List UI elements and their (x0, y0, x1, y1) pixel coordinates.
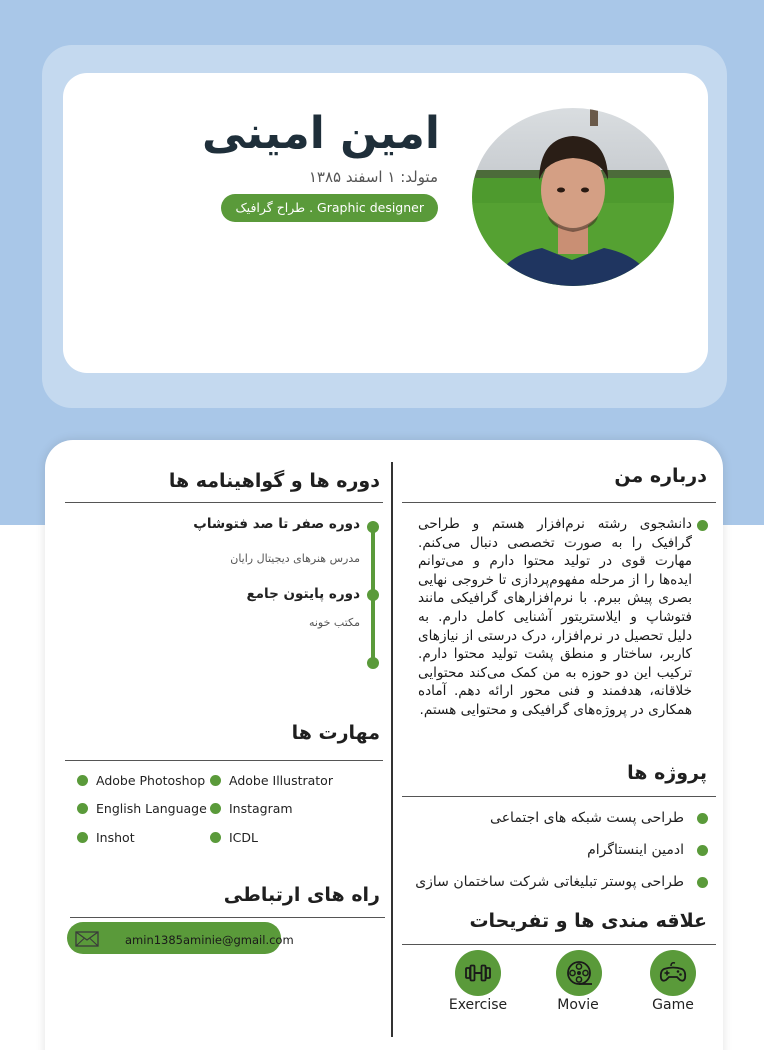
course-org: مکتب خونه (308, 616, 360, 629)
projects-divider (402, 796, 716, 797)
skill-label: ICDL (229, 830, 259, 845)
skill-label: Inshot (96, 830, 135, 845)
about-divider (402, 502, 716, 503)
project-bullet (697, 845, 708, 856)
hobby-label: Movie (557, 997, 599, 1013)
timeline-dot (367, 521, 379, 533)
full-name: امین امینی (202, 108, 440, 159)
projects-title: پروژه ها (627, 762, 707, 784)
skill-label: Adobe Photoshop (96, 773, 206, 788)
mail-icon (75, 931, 99, 951)
dumbbell-icon (455, 950, 501, 996)
film-reel-icon (556, 950, 602, 996)
skill-item (77, 801, 207, 816)
gamepad-icon (650, 950, 696, 996)
hobby-label: Exercise (448, 997, 508, 1013)
about-text: دانشجوی رشته نرم‌افزار هستم و طراحی گرافیک را به صورت تخصصی دنبال می‌کنم. مهارت قوی در تولید محتوا دارم و می‌توانم ایده‌ها را از مرحله مفهوم‌پردازی تا خروجی نهایی بصری پیش ببرم. با نرم‌افزارهای گرافیکی مانند فتوشاپ و ایلاستریتور آشنایی کامل دارم. به دلیل تحصیل در نرم‌افزار، درک درستی از نیازهای کاربر، ساختار و منطق پشت تولید محتوا دارم. ترکیب این دو حوزه به من کمک می‌کند محتوایی خلاقانه، هدفمند و فنی محور ارائه دهم. آماده همکاری در پروژه‌های گرافیکی و محتوایی هستم. (418, 516, 692, 718)
profile-photo (472, 108, 674, 286)
course-title: دوره پایتون جامع (246, 586, 360, 602)
email-address[interactable]: amin1385aminie@gmail.com (125, 933, 294, 947)
skill-label: English Language (96, 801, 207, 816)
courses-divider (65, 502, 383, 503)
role-badge: طراح گرافیک . Graphic designer (221, 194, 438, 222)
timeline-dot (367, 589, 379, 601)
birth-date: متولد: ۱ اسفند ۱۳۸۵ (308, 168, 438, 186)
skill-label: Instagram (229, 801, 293, 816)
project-bullet (697, 813, 708, 824)
course-title: دوره صفر تا صد فتوشاپ (193, 516, 360, 532)
contact-divider (70, 917, 385, 918)
contact-title: راه های ارتباطی (223, 884, 380, 906)
hobby-label: Game (652, 997, 694, 1013)
skill-item (77, 830, 135, 845)
skill-item (210, 830, 258, 845)
column-divider (391, 462, 393, 1037)
skill-item (210, 773, 333, 788)
courses-title: دوره ها و گواهینامه ها (168, 470, 380, 492)
project-item: ادمین اینستاگرام (587, 842, 684, 858)
course-org: مدرس هنرهای دیجیتال رایان (230, 552, 360, 565)
project-bullet (697, 877, 708, 888)
skills-title: مهارت ها (291, 722, 380, 744)
timeline-dot (367, 657, 379, 669)
about-bullet (697, 520, 708, 531)
skills-divider (65, 760, 383, 761)
project-item: طراحی پست شبکه های اجتماعی (490, 810, 684, 826)
skill-item (77, 773, 205, 788)
skill-label: Adobe Illustrator (229, 773, 333, 788)
hobbies-divider (402, 944, 716, 945)
project-item: طراحی پوستر تبلیغاتی شرکت ساختمان سازی (415, 874, 684, 890)
hobbies-title: علاقه مندی ها و تفریحات (469, 910, 707, 932)
skill-item (210, 801, 293, 816)
about-title: درباره من (614, 465, 707, 487)
